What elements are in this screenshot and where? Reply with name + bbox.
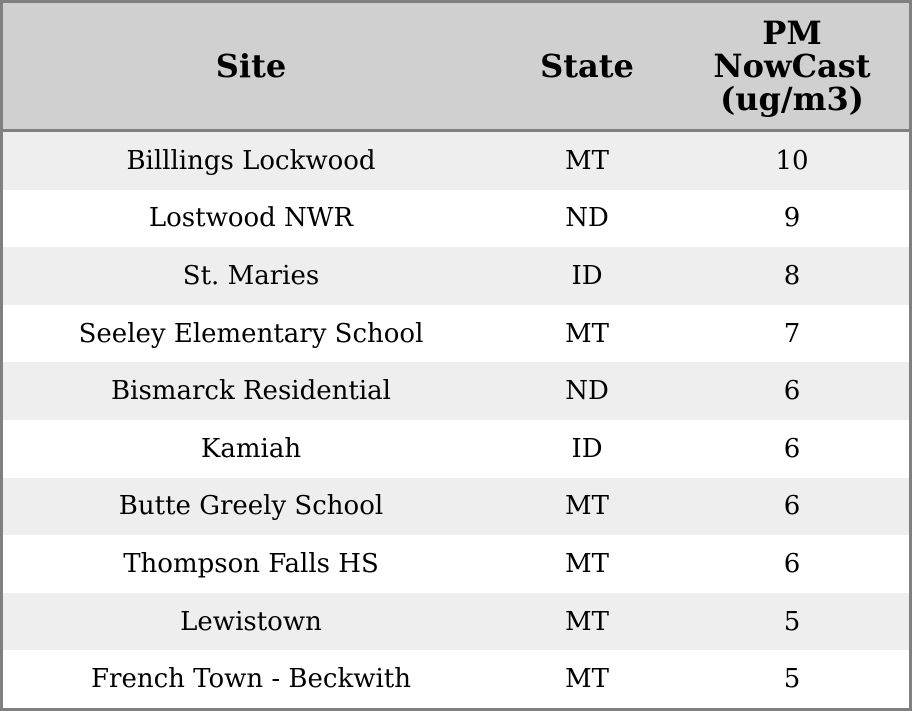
cell-site: Billlings Lockwood [126, 145, 376, 176]
cell-state: ID [571, 433, 603, 464]
table-row [3, 132, 909, 190]
table-row [3, 535, 909, 593]
table-row [3, 478, 909, 536]
cell-state: ID [571, 260, 603, 291]
column-header-pm-nowcast-label: PM NowCast (ug/m3) [713, 13, 871, 118]
column-header-state-label: State [540, 46, 634, 85]
cell-pm-nowcast: 10 [775, 145, 809, 176]
cell-site: Butte Greely School [118, 491, 384, 522]
column-header-site [3, 3, 499, 129]
table-row [3, 247, 909, 305]
table-row [3, 362, 909, 420]
cell-site: St. Maries [182, 260, 320, 291]
cell-state: MT [565, 491, 609, 522]
cell-pm-nowcast: 6 [783, 491, 801, 522]
cell-state: MT [565, 145, 609, 176]
cell-state: MT [565, 606, 609, 637]
cell-state: MT [565, 318, 609, 349]
table-row [3, 305, 909, 363]
cell-site: Bismarck Residential [111, 376, 391, 407]
table-row [3, 420, 909, 478]
column-header-state [499, 3, 675, 129]
cell-pm-nowcast: 6 [783, 376, 801, 407]
cell-site: Lostwood NWR [148, 203, 354, 234]
table-row [3, 650, 909, 708]
cell-pm-nowcast: 6 [783, 548, 801, 579]
cell-site: French Town - Beckwith [90, 664, 412, 695]
table-row [3, 190, 909, 248]
cell-pm-nowcast: 9 [783, 203, 801, 234]
column-header-pm-nowcast [675, 3, 909, 129]
table-header [3, 3, 909, 132]
cell-site: Thompson Falls HS [123, 548, 379, 579]
cell-pm-nowcast: 8 [783, 260, 801, 291]
cell-pm-nowcast: 7 [783, 318, 801, 349]
cell-site: Lewistown [180, 606, 322, 637]
cell-state: MT [565, 664, 609, 695]
cell-state: ND [565, 203, 609, 234]
cell-pm-nowcast: 5 [783, 606, 801, 637]
column-header-site-label: Site [215, 46, 287, 85]
table-body [3, 132, 909, 708]
cell-pm-nowcast: 6 [783, 433, 801, 464]
cell-pm-nowcast: 5 [783, 664, 801, 695]
cell-state: ND [565, 376, 609, 407]
table-row [3, 593, 909, 651]
cell-site: Seeley Elementary School [78, 318, 424, 349]
cell-site: Kamiah [200, 433, 302, 464]
cell-state: MT [565, 548, 609, 579]
